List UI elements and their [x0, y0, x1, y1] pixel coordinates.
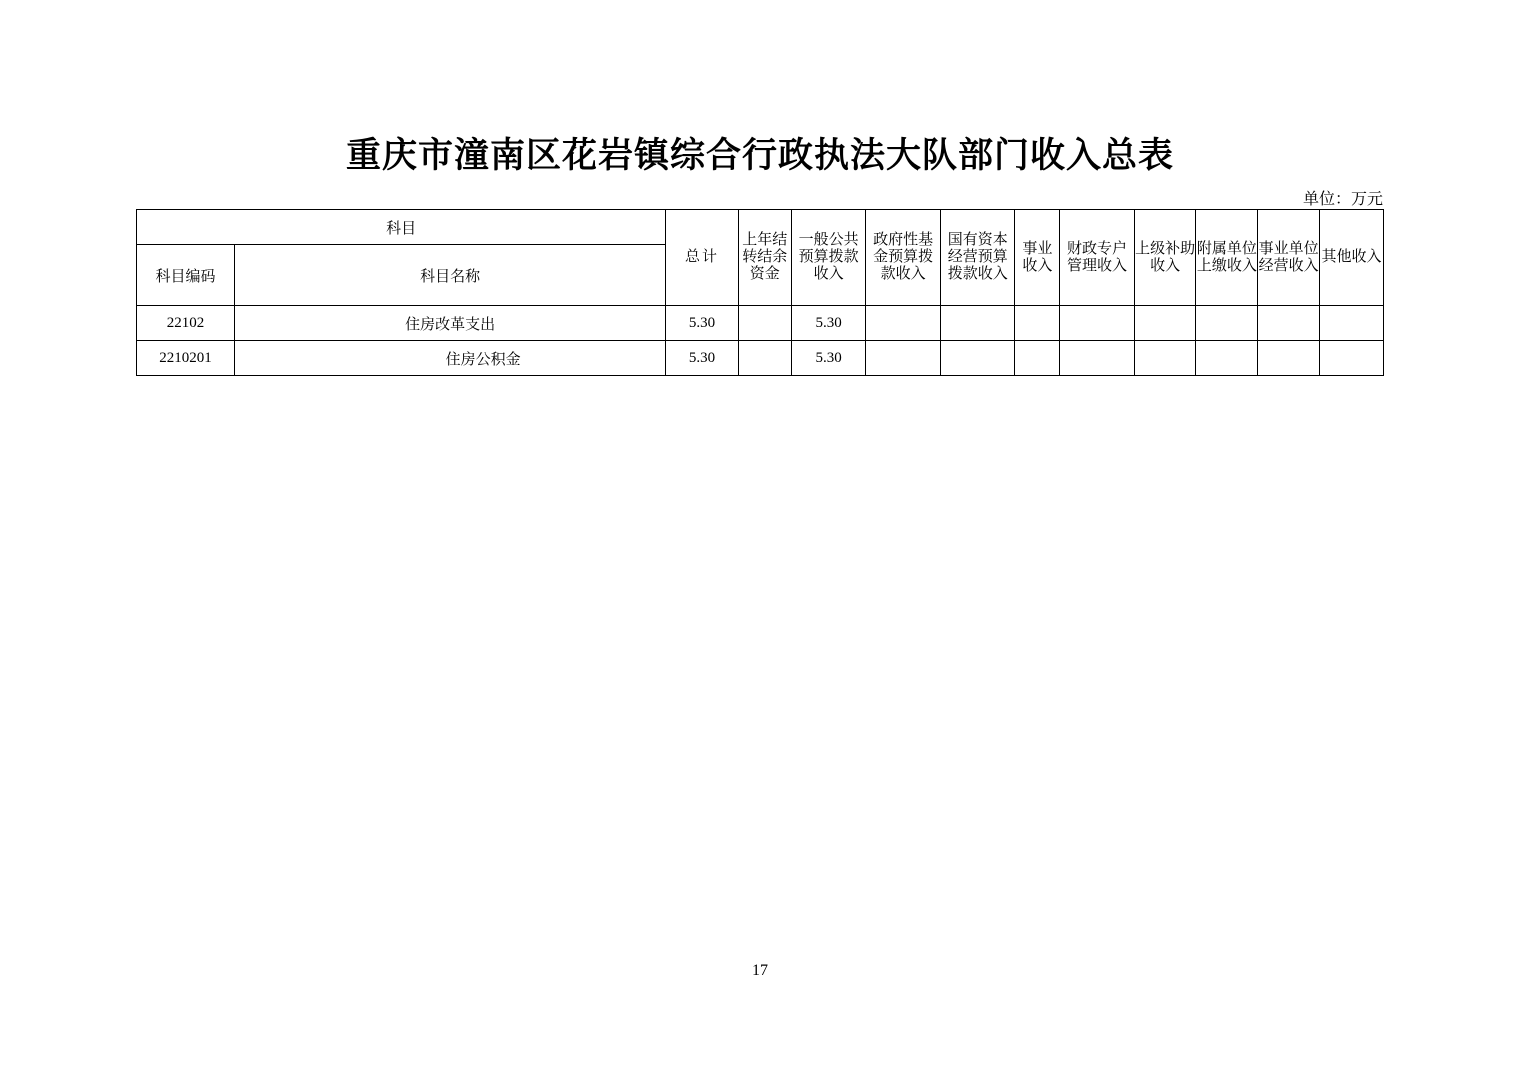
- header-subject-group: 科目: [137, 210, 666, 245]
- cell-subject-name: 住房公积金: [234, 341, 665, 376]
- cell-other-income: [1319, 341, 1383, 376]
- table-header-row-group: [137, 210, 1384, 245]
- cell-business-operation: [1258, 341, 1320, 376]
- table-row: [137, 306, 1384, 341]
- cell-business-operation: [1258, 306, 1320, 341]
- cell-fiscal-account: [1060, 341, 1135, 376]
- page-title: 重庆市潼南区花岩镇综合行政执法大队部门收入总表: [345, 136, 1174, 175]
- header-business-operation: 事业单位经营收入: [1258, 210, 1320, 306]
- cell-gov-fund: [866, 341, 941, 376]
- cell-subject-code: 2210201: [137, 341, 235, 376]
- header-carryover: 上年结转结余资金: [738, 210, 791, 306]
- header-fiscal-account: 财政专户管理收入: [1060, 210, 1135, 306]
- cell-total: 5.30: [666, 341, 738, 376]
- header-affiliated-paid: 附属单位上缴收入: [1196, 210, 1258, 306]
- cell-total: 5.30: [666, 306, 738, 341]
- cell-affiliated-paid: [1196, 341, 1258, 376]
- cell-business-income: [1015, 341, 1060, 376]
- cell-business-income: [1015, 306, 1060, 341]
- cell-other-income: [1319, 306, 1383, 341]
- header-subject-code: 科目编码: [137, 245, 235, 306]
- department-income-table: [136, 209, 1384, 376]
- cell-general-budget: 5.30: [791, 306, 866, 341]
- unit-note: 单位：万元: [1302, 191, 1383, 208]
- table-row: [137, 341, 1384, 376]
- header-superior-subsidy: 上级补助收入: [1134, 210, 1196, 306]
- header-other-income: 其他收入: [1319, 210, 1383, 306]
- cell-subject-name: 住房改革支出: [234, 306, 665, 341]
- header-gov-fund: 政府性基金预算拨款收入: [866, 210, 941, 306]
- cell-state-capital: [940, 341, 1015, 376]
- cell-subject-code: 22102: [137, 306, 235, 341]
- cell-carryover: [738, 341, 791, 376]
- cell-superior-subsidy: [1134, 341, 1196, 376]
- header-business-income: 事业收入: [1015, 210, 1060, 306]
- cell-fiscal-account: [1060, 306, 1135, 341]
- cell-general-budget: 5.30: [791, 341, 866, 376]
- budget-table-container: [136, 209, 1384, 376]
- header-total: 总计: [666, 210, 738, 306]
- cell-carryover: [738, 306, 791, 341]
- page-number: 17: [752, 962, 768, 979]
- header-state-capital: 国有资本经营预算拨款收入: [940, 210, 1015, 306]
- cell-affiliated-paid: [1196, 306, 1258, 341]
- cell-superior-subsidy: [1134, 306, 1196, 341]
- header-general-budget: 一般公共预算拨款收入: [791, 210, 866, 306]
- header-subject-name: 科目名称: [234, 245, 665, 306]
- cell-gov-fund: [866, 306, 941, 341]
- cell-state-capital: [940, 306, 1015, 341]
